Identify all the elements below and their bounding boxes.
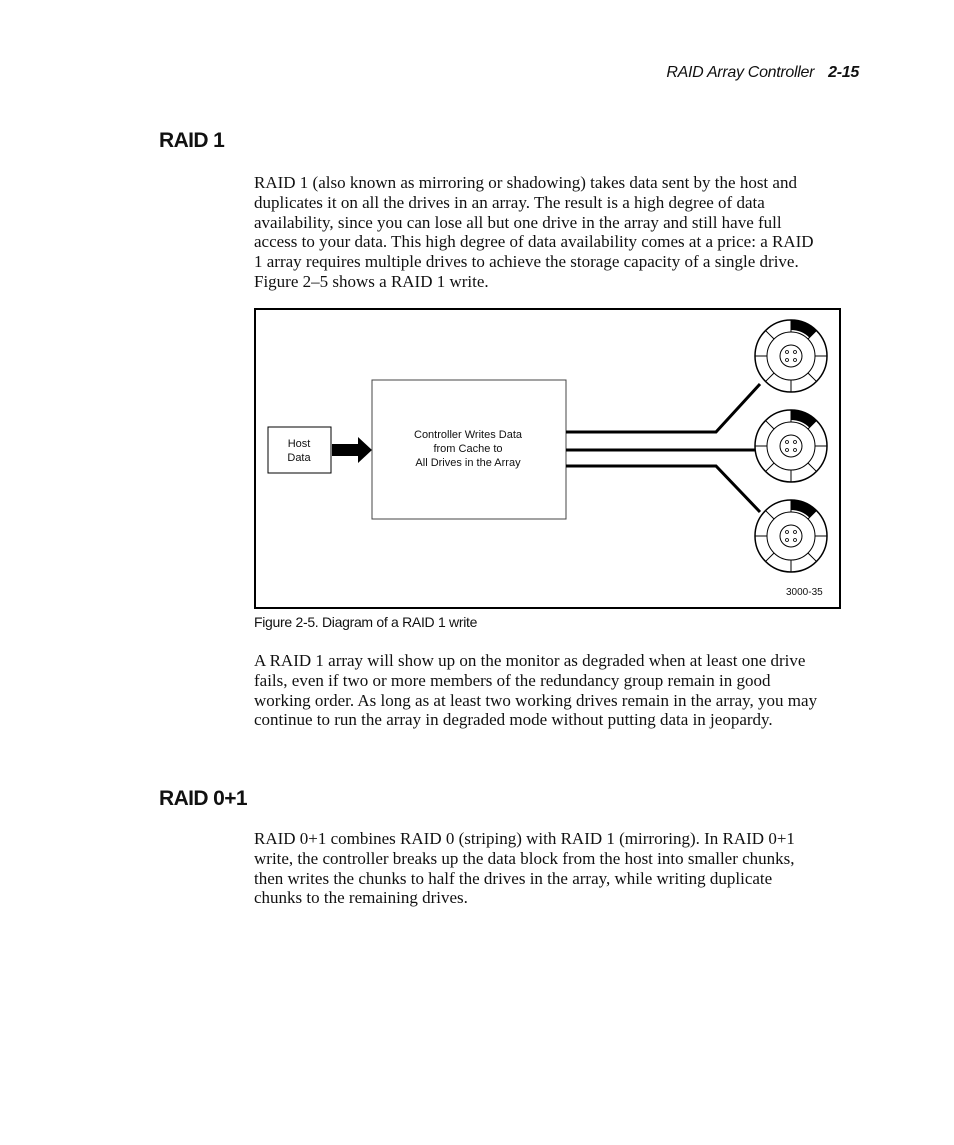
controller-box-line-1: Controller Writes Data (414, 429, 522, 441)
disk-drive-icon (755, 320, 827, 392)
figure-caption: Figure 2-5. Diagram of a RAID 1 write (254, 614, 478, 630)
host-data-box (268, 427, 331, 473)
host-box-line-1: Host (287, 438, 311, 450)
section-heading-raid1: RAID 1 (159, 129, 225, 152)
host-box-line-2: Data (287, 452, 311, 464)
controller-box-line-2: from Cache to (433, 443, 503, 455)
header-page-number: 2-15 (828, 64, 859, 81)
figure-id-label: 3000-35 (786, 587, 823, 598)
raid1-intro-paragraph: RAID 1 (also known as mirroring or shadowing) takes data sent by the host and duplicates it on all the drives in an array. The result is a high degree of data availability, since you can lose all but one drive in the array and still have full access to your data. This high degree of data availability comes at a price: a RAID 1 array requires multiple drives to achieve the storage capacity of a single drive. Figure 2–5 shows a RAID 1 write. (254, 173, 814, 291)
disk-drive-icon (755, 500, 827, 572)
drive-group (755, 320, 827, 572)
header-section-title: RAID Array Controller (666, 64, 815, 81)
raid1-write-diagram (254, 308, 841, 609)
raid1-degraded-paragraph: A RAID 1 array will show up on the monitor as degraded when at least one drive fails, even if two or more members of the redundancy group remain in good working order. As long as at least two working drives remain in the array, you may continue to run the array in degraded mode without putting data in jeopardy. (254, 651, 818, 730)
raid01-paragraph: RAID 0+1 combines RAID 0 (striping) with RAID 1 (mirroring). In RAID 0+1 write, the controller breaks up the data block from the host into smaller chunks, then writes the chunks to half the drives in the array, while writing duplicate chunks to the remaining drives. (254, 829, 795, 908)
controller-box-line-3: All Drives in the Array (415, 457, 521, 469)
disk-drive-icon (755, 410, 827, 482)
running-header (666, 64, 859, 82)
section-heading-raid01: RAID 0+1 (159, 787, 247, 810)
